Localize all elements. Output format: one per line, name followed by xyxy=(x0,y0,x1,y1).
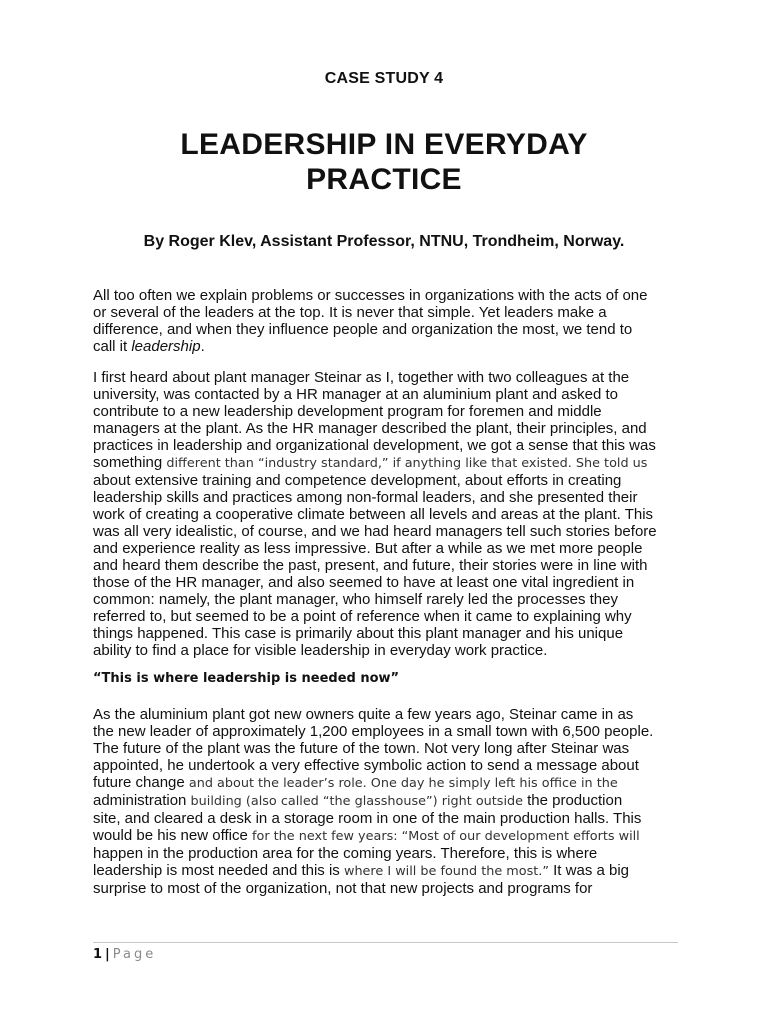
text-line xyxy=(93,827,681,845)
text-line xyxy=(93,810,681,827)
page-word: Page xyxy=(112,947,157,962)
text-run: future change xyxy=(93,774,189,791)
footer-separator: | xyxy=(105,947,110,962)
text-line: contribute to a new leadership development program for foremen and middle xyxy=(93,403,602,420)
text-line: practices in leadership and organizational development, we got a sense that this was xyxy=(93,437,656,454)
text-run: This xyxy=(613,810,642,827)
text-line: university, was contacted by a HR manager at an aluminium plant and asked to xyxy=(93,386,618,403)
text-run: site, and cleared a desk in a storage room in one of the main production halls. xyxy=(93,810,610,827)
text-line: common: namely, the plant manager, who himself rarely led the processes they xyxy=(93,591,618,608)
text-run-alt: building (also called “the glasshouse”) right outside xyxy=(190,794,528,809)
text-line: leadership skills and practices among non-formal leaders, and she presented their xyxy=(93,489,638,506)
text-line: All too often we explain problems or successes in organizations with the acts of one xyxy=(93,287,648,304)
page-footer xyxy=(93,947,156,962)
text-line: The future of the plant was the future of the town. Not very long after Steinar was xyxy=(93,740,630,757)
text-line xyxy=(93,454,681,472)
text-line xyxy=(93,774,681,792)
text-run-alt: different than “industry standard,” if anything like that existed. She told us xyxy=(166,456,648,471)
text-run: would be his new office xyxy=(93,827,252,844)
text-line: or several of the leaders at the top. It is never that simple. Yet leaders make a xyxy=(93,304,607,321)
text-run: call it xyxy=(93,338,132,355)
footer-divider xyxy=(93,942,678,943)
text-run: It was a big xyxy=(548,862,630,879)
text-line: I first heard about plant manager Steinar as I, together with two colleagues at the xyxy=(93,369,630,386)
text-run-alt: for the next few years: “Most of our development efforts will xyxy=(252,829,640,844)
text-line: about extensive training and competence development, about efforts in creating xyxy=(93,472,622,489)
text-run: . xyxy=(200,338,205,355)
paragraph-steinar-intro xyxy=(93,369,681,659)
text-line xyxy=(93,862,681,880)
text-line: things happened. This case is primarily about this plant manager and his unique xyxy=(93,625,624,642)
page-number: 1 xyxy=(93,947,103,962)
text-run: something xyxy=(93,454,167,471)
text-line: and heard them describe the past, present, and future, their stories were in line with xyxy=(93,557,648,574)
text-run: leadership is most needed and this is xyxy=(93,862,344,879)
text-line: those of the HR manager, and also seemed to have at least one vital ingredient in xyxy=(93,574,635,591)
text-line: referred to, but seemed to be a point of reference when it came to explaining why xyxy=(93,608,632,625)
document-title xyxy=(0,127,768,197)
paragraph-new-owners xyxy=(93,706,681,897)
text-line xyxy=(93,338,681,355)
text-run: the production xyxy=(527,792,623,809)
text-line: was all very idealistic, of course, and we had heard managers tell such stories before xyxy=(93,523,657,540)
text-line: work of creating a cooperative climate between all levels and areas at the plant. This xyxy=(93,506,654,523)
case-study-label: CASE STUDY 4 xyxy=(324,70,444,87)
title-line-1: LEADERSHIP IN EVERYDAY xyxy=(180,128,588,161)
text-line: As the aluminium plant got new owners quite a few years ago, Steinar came in as xyxy=(93,706,634,723)
text-line: difference, and when they influence people and organization the most, we tend to xyxy=(93,321,633,338)
author-byline: By Roger Klev, Assistant Professor, NTNU, Trondheim, Norway. xyxy=(143,233,625,250)
section-subheading: “This is where leadership is needed now” xyxy=(93,671,400,686)
text-line: surprise to most of the organization, not that new projects and programs for xyxy=(93,880,593,897)
paragraph-intro xyxy=(93,287,681,355)
text-line: the new leader of approximately 1,200 employees in a small town with 6,500 people. xyxy=(93,723,654,740)
text-run-alt: and about the leader’s role. One day he simply left his office in the xyxy=(188,776,618,791)
text-line: and experience reality as less impressive. But after a while as we met more people xyxy=(93,540,643,557)
text-line: happen in the production area for the coming years. Therefore, this is where xyxy=(93,845,598,862)
text-run-alt: where I will be found the most.” xyxy=(343,864,549,879)
text-line: ability to find a place for visible leadership in everyday work practice. xyxy=(93,642,548,659)
title-line-2: PRACTICE xyxy=(306,163,462,196)
emphasis-leadership: leadership xyxy=(131,338,201,355)
text-line: appointed, he undertook a very effective symbolic action to send a message about xyxy=(93,757,639,774)
text-line: managers at the plant. As the HR manager described the plant, their principles, and xyxy=(93,420,647,437)
text-run: administration xyxy=(93,792,191,809)
text-line xyxy=(93,792,681,810)
